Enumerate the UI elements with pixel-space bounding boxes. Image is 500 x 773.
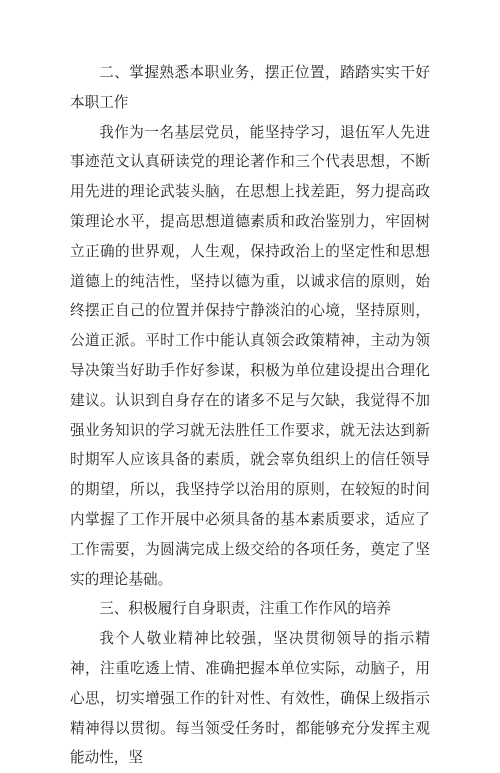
section-heading-2: 二、掌握熟悉本职业务，摆正位置，踏踏实实干好本职工作 xyxy=(70,64,430,111)
section-paragraph-2: 我作为一名基层党员，能坚持学习，退伍军人先进事迹范文认真研读党的理论著作和三个代表思想，不断用先进的理论武装头脑，在思想上找差距，努力提高政策理论水平，提高思想道德素质和政治鉴别力，牢固树立正确的世界观，人生观，保持政治上的坚定性和思想道德上的纯洁性，坚持以德为重，以诚求信的原则，始终摆正自己的位置并保持宁静淡泊的心境，坚持原则，公道正派。平时工作中能认真领会政策精神，主动为领导决策当好助手作好参谋，积极为单位建设提出合理化建议。认识到自身存在的诸多不足与欠缺，我觉得不加强业务知识的学习就无法胜任工作要求，就无法达到新时期军人应该具备的素质，就会辜负组织上的信任领导的期望，所以，我坚持学以治用的原则，在较短的时间内掌握了工作开展中必须具备的基本素质要求，适应了工作需要，为圆满完成上级交给的各项任务，奠定了坚实的理论基础。 xyxy=(70,123,430,588)
section-paragraph-3: 我个人敬业精神比较强，坚决贯彻领导的指示精神，注重吃透上情、准确把握本单位实际，动脑子，用心思，切实增强工作的针对性、有效性，确保上级指示精神得以贯彻。每当领受任务时，都能够充分发挥主观能动性，坚 xyxy=(70,630,430,767)
document-body xyxy=(70,58,430,773)
section-heading-3: 三、积极履行自身职责，注重工作作风的培养 xyxy=(99,600,392,618)
